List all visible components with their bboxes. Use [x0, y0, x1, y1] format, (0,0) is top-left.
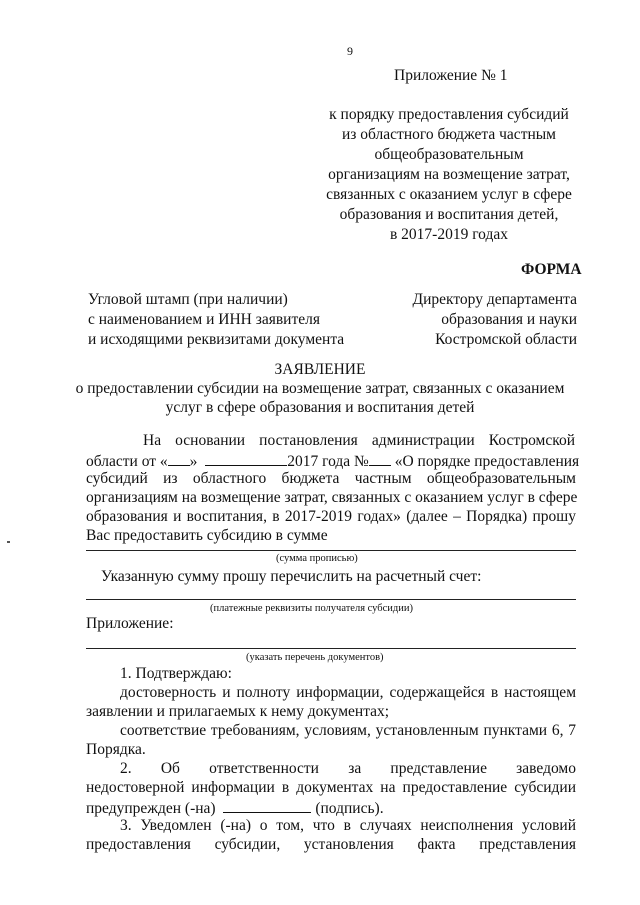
- signature-blank: [223, 797, 311, 813]
- appendix-line: образования и воспитания детей,: [339, 206, 559, 223]
- regulation-title-start: «О порядке предоставления: [394, 453, 580, 470]
- stamp-line: и исходящими реквизитами документа: [88, 331, 345, 348]
- form-label: ФОРМА: [521, 261, 582, 278]
- appendix-line: общеобразовательным: [374, 146, 524, 163]
- item-2-line: 2. Об ответственности за представление заведомо: [120, 760, 576, 777]
- document-subtitle: услуг в сфере образования и воспитания детей: [165, 399, 475, 416]
- scan-speck: [7, 541, 10, 543]
- item-3-line: 3. Уведомлен (-на) о том, что в случаях неисполнения условий: [120, 817, 576, 834]
- appendix-line: из областного бюджета частным: [342, 126, 556, 143]
- month-blank: [205, 450, 287, 466]
- transfer-instruction: Указанную сумму прошу перечислить на расчетный счет:: [101, 568, 482, 585]
- day-blank: [168, 450, 190, 466]
- item-1-line: Порядка.: [86, 741, 146, 758]
- addressee-line: Костромской области: [435, 331, 577, 348]
- body-line: На основании постановления администрации Костромской: [143, 432, 575, 449]
- stamp-line: с наименованием и ИНН заявителя: [88, 311, 320, 328]
- documents-line: [86, 648, 576, 649]
- appendix-line: организациям на возмещение затрат,: [328, 166, 570, 183]
- body-line: организациям на возмещение затрат, связанных с оказанием услуг в сфере: [86, 489, 578, 506]
- appendix-reference: [318, 105, 580, 245]
- attachment-label: Приложение:: [86, 615, 174, 632]
- page-number: 9: [347, 44, 353, 58]
- addressee-line: образования и науки: [441, 311, 577, 328]
- body-line: Вас предоставить субсидию в сумме: [86, 527, 328, 544]
- document-subtitle: о предоставлении субсидии на возмещение затрат, связанных с оказанием: [75, 380, 565, 397]
- appendix-line: к порядку предоставления субсидий: [329, 106, 569, 123]
- date-prefix: области от «: [86, 453, 168, 470]
- number-blank: [369, 450, 391, 466]
- addressee-line: Директору департамента: [412, 291, 577, 308]
- signature-label: (подпись).: [315, 800, 384, 817]
- body-line: образования и воспитания, в 2017-2019 годах» (далее – Порядка) прошу: [86, 508, 576, 525]
- sum-line: [86, 550, 576, 551]
- item-1-line: достоверность и полноту информации, содержащейся в настоящем: [120, 684, 576, 701]
- year-number-prefix: 2017 года №: [287, 453, 369, 470]
- item-1-line: соответствие требованиям, условиям, установленным пунктами 6, 7: [120, 722, 576, 739]
- documents-caption: (указать перечень документов): [246, 652, 384, 663]
- warned-label: предупрежден (-на): [86, 800, 216, 817]
- item-1-title: 1. Подтверждаю:: [120, 665, 232, 682]
- date-suffix: »: [189, 453, 198, 470]
- item-3-line: предоставления субсидии, установления факта представления: [86, 836, 576, 853]
- stamp-block: [88, 290, 344, 350]
- addressee-block: [380, 290, 577, 350]
- requisites-caption: (платежные реквизиты получателя субсидии): [210, 603, 413, 614]
- item-1-line: заявлении и прилагаемых к нему документах;: [86, 703, 390, 720]
- item-2-line: недостоверной информации в документах на предоставление субсидии: [86, 779, 576, 796]
- stamp-line: Угловой штамп (при наличии): [88, 291, 288, 308]
- appendix-line: в 2017-2019 годах: [389, 226, 509, 243]
- sum-caption: (сумма прописью): [276, 553, 358, 564]
- requisites-line: [86, 599, 576, 600]
- appendix-title: Приложение № 1: [394, 67, 508, 84]
- document-title: ЗАЯВЛЕНИЕ: [274, 361, 366, 378]
- appendix-line: связанных с оказанием услуг в сфере: [326, 186, 572, 203]
- body-line: субсидий из областного бюджета частным общеобразовательным: [86, 470, 576, 487]
